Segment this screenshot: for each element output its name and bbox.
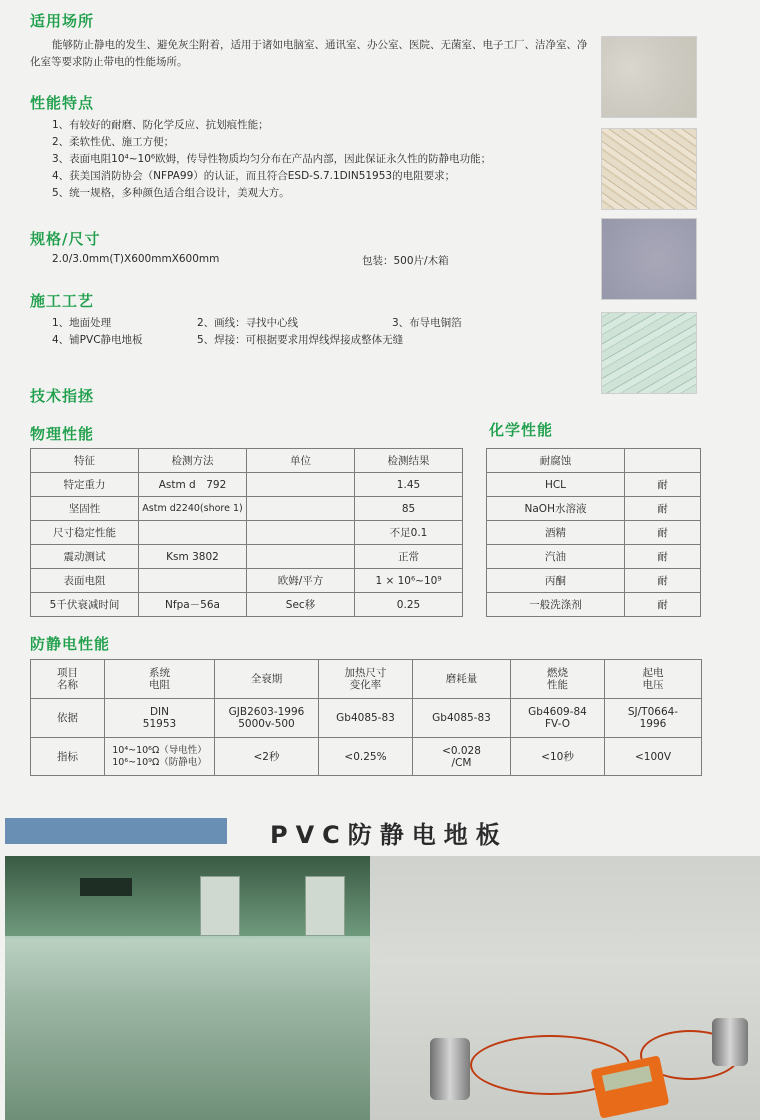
table-row [31,545,463,569]
floor-swatch-grey [601,218,697,300]
process-heading: 施工工艺 [30,292,95,310]
table-cell: 耐 [625,473,701,497]
table-cell: 不足0.1 [355,521,463,545]
table-cell: 特定重力 [31,473,139,497]
table-cell: 依据 [31,699,105,738]
table-cell: 耐 [625,569,701,593]
table-row [31,699,702,738]
table-cell [247,473,355,497]
table-cell: 85 [355,497,463,521]
table-cell [247,497,355,521]
table-cell: <100V [605,738,702,776]
table-cell [139,569,247,593]
chemical-table [486,448,701,617]
table-row [31,738,702,776]
chemical-heading: 化学性能 [489,421,554,439]
process-step: 1、地面处理 [52,317,112,329]
table-cell: SJ/T0664- 1996 [605,699,702,738]
room-door [200,876,240,936]
table-cell: 耐 [625,521,701,545]
cleanroom-photo [5,856,370,1120]
process-row [30,315,590,332]
feature-item: 3、表面电阻10⁴~10⁶欧姆，传导性物质均匀分布在产品内部，因此保证永久性的防静电功能； [52,153,492,165]
usage-section [30,10,590,71]
banner-bar [5,818,227,844]
table-cell: 震动测试 [31,545,139,569]
table-cell: 0.25 [355,593,463,617]
feature-item: 2、柔软性优、施工方便； [52,136,175,148]
table-header: 起电 电压 [605,660,702,699]
table-row [487,473,701,497]
table-row [31,473,463,497]
room-window [80,878,132,896]
table-cell: 耐 [625,545,701,569]
table-cell: HCL [487,473,625,497]
floor-swatch-green [601,312,697,394]
process-step: 5、焊接：可根据要求用焊线焊接成整体无缝 [197,334,404,346]
features-heading: 性能特点 [30,94,95,112]
feature-item: 1、有较好的耐磨、防化学反应、抗划痕性能； [52,119,269,131]
table-cell: <0.028 /CM [413,738,511,776]
floor-swatch-beige [601,36,697,118]
banner-title: PVC防静电地板 [270,821,508,849]
spec-size: 2.0/3.0mm(T)X600mmX600mm [52,253,220,265]
process-section [30,290,590,349]
table-cell: Ksm 3802 [139,545,247,569]
table-header: 项目 名称 [31,660,105,699]
table-cell: NaOH水溶液 [487,497,625,521]
table-cell [247,521,355,545]
table-cell: Nfpa－56a [139,593,247,617]
table-cell: 丙酮 [487,569,625,593]
room-door [305,876,345,936]
table-cell: DIN 51953 [105,699,215,738]
table-row [31,569,463,593]
table-cell: 表面电阻 [31,569,139,593]
tech-heading: 技术指拯 [30,387,95,405]
table-cell: Sec移 [247,593,355,617]
usage-heading: 适用场所 [30,12,95,30]
table-header: 检测结果 [355,449,463,473]
table-row [31,497,463,521]
table-cell: Astm d2240(shore 1) [139,497,247,521]
table-cell: 酒精 [487,521,625,545]
feature-item: 5、统一规格，多种颜色适合组合设计，美观大方。 [52,187,290,199]
table-cell: Gb4085-83 [319,699,413,738]
table-cell: 耐 [625,497,701,521]
test-probe [430,1038,470,1100]
table-cell: 10⁴~10⁶Ω（导电性） 10⁶~10⁹Ω（防静电） [105,738,215,776]
table-header: 系统 电阻 [105,660,215,699]
table-header: 加热尺寸 变化率 [319,660,413,699]
table-cell: 1.45 [355,473,463,497]
table-cell: 正常 [355,545,463,569]
table-cell: <2秒 [215,738,319,776]
table-cell: Gb4085-83 [413,699,511,738]
table-cell: 一般洗涤剂 [487,593,625,617]
spec-section [30,228,590,268]
table-cell: 耐 [625,593,701,617]
table-cell: 汽油 [487,545,625,569]
table-cell: 1 × 10⁶~10⁹ [355,569,463,593]
table-cell: 指标 [31,738,105,776]
table-row [487,569,701,593]
spec-heading: 规格/尺寸 [30,230,101,248]
table-header: 磨耗量 [413,660,511,699]
usage-text: 能够防止静电的发生、避免灰尘附着，适用于诸如电脑室、通讯室、办公室、医院、无菌室、电子工厂、洁净室、净化室等要求防止带电的性能场所。 [30,39,588,68]
table-cell: 坚固性 [31,497,139,521]
table-cell: 尺寸稳定性能 [31,521,139,545]
table-row [31,660,702,699]
table-header: 检测方法 [139,449,247,473]
table-header: 耐腐蚀 [487,449,625,473]
antistatic-heading: 防静电性能 [30,635,111,653]
meter-screen [602,1066,652,1092]
process-row [30,332,590,349]
table-row [487,521,701,545]
table-cell: Gb4609-84 FV-O [511,699,605,738]
table-cell: <10秒 [511,738,605,776]
table-cell: 欧姆/平方 [247,569,355,593]
floor-swatch-cream [601,128,697,210]
process-step: 2、画线：寻找中心线 [197,317,299,329]
physical-heading: 物理性能 [30,425,95,443]
table-cell: <0.25% [319,738,413,776]
table-header: 特征 [31,449,139,473]
process-step: 3、布导电铜箔 [392,317,462,329]
table-header: 燃烧 性能 [511,660,605,699]
table-row [487,593,701,617]
features-section [30,92,590,202]
table-header [625,449,701,473]
table-row [487,545,701,569]
table-cell: GJB2603-1996 5000v-500 [215,699,319,738]
table-header: 全衰期 [215,660,319,699]
table-row [31,521,463,545]
antistatic-table [30,659,702,776]
table-cell [247,545,355,569]
table-row [31,593,463,617]
table-cell: 5千伏衰减时间 [31,593,139,617]
spec-package: 包装：500片/木箱 [362,255,449,267]
table-header: 单位 [247,449,355,473]
physical-table [30,448,463,617]
feature-item: 4、获美国消防协会（NFPA99）的认证，而且符合ESD-S.7.1DIN51953的电阻要求； [52,170,456,182]
table-row [487,497,701,521]
table-cell: Astm d 792 [139,473,247,497]
table-cell [139,521,247,545]
test-probe [712,1018,748,1066]
process-step: 4、铺PVC静电地板 [52,334,143,346]
